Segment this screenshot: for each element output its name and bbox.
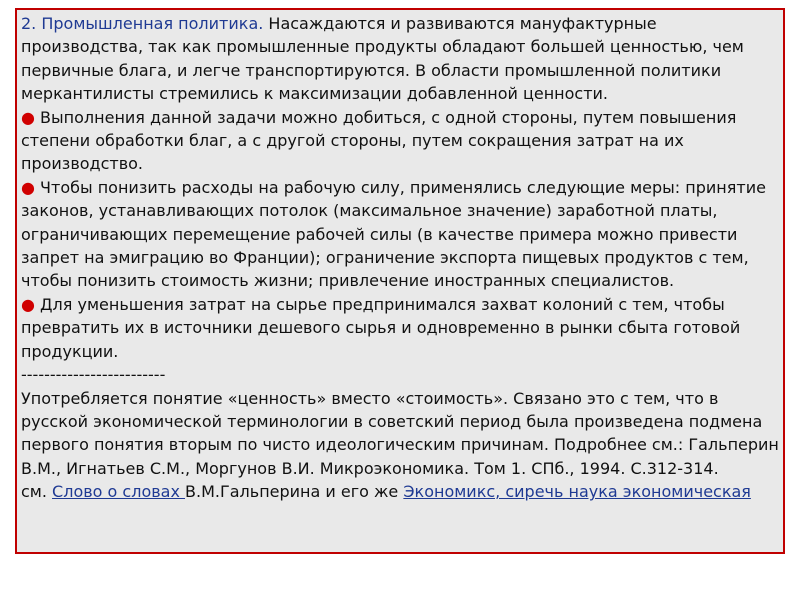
bullet-text: Чтобы понизить расходы на рабочую силу, применялись следующие меры: принятие законов, устанавливающих потолок (максимальное значение) заработной платы, ограничивающих перемещение рабочей силы (в качестве примера можно привести запрет на эмиграцию во Франции); ограничение экспорта пищевых продуктов с тем, чтобы понизить стоимость жизни; привлечение иностранных специалистов. <box>21 177 766 291</box>
references-prefix: см. <box>21 482 53 502</box>
bullet-text: Выполнения данной задачи можно добиться, с одной стороны, путем повышения степени обработки благ, а с другой стороны, путем сокращения затрат на их производство. <box>21 107 737 174</box>
bullet-text: Для уменьшения затрат на сырье предпринимался захват колоний с тем, чтобы превратить их в источники дешевого сырья и одновременно в рынки сбыта готовой продукции. <box>21 294 741 361</box>
bullet-item <box>21 106 781 176</box>
slide-text <box>21 12 781 504</box>
section-heading: 2. Промышленная политика. <box>21 14 264 33</box>
footnote-text: Употребляется понятие «ценность» вместо «стоимость». Связано это с тем, что в русской экономической терминологии в советский период была произведена подмена первого понятия вторым по чисто идеологическим причинам. Подробнее см.: Гальперин В.М., Игнатьев С.М., Моргунов В.И. Микроэкономика. Том 1. СПб., 1994. С.312-314. <box>21 388 779 478</box>
link-slovo-o-slovah[interactable]: Слово о словах <box>52 482 186 502</box>
section-intro: Насаждаются и развиваются мануфактурные производства, так как промышленные продукты обладают большей ценностью, чем первичные блага, и легче транспортируются. В области промышленной политики меркантилисты стремились к максимизации добавленной ценности. <box>21 14 744 104</box>
bullet-marker-icon: ● <box>21 294 35 314</box>
bullet-item <box>21 293 781 363</box>
references-middle: В.М.Гальперина и его же <box>185 482 404 502</box>
bullet-marker-icon: ● <box>21 107 35 127</box>
section-paragraph <box>21 12 781 106</box>
bullet-marker-icon: ● <box>21 177 35 197</box>
link-ekonomiks[interactable]: Экономикс, сиречь наука экономическая <box>403 482 751 502</box>
footnote-separator: ------------------------- <box>21 365 166 385</box>
bullet-item <box>21 176 781 293</box>
references-line <box>21 480 781 503</box>
